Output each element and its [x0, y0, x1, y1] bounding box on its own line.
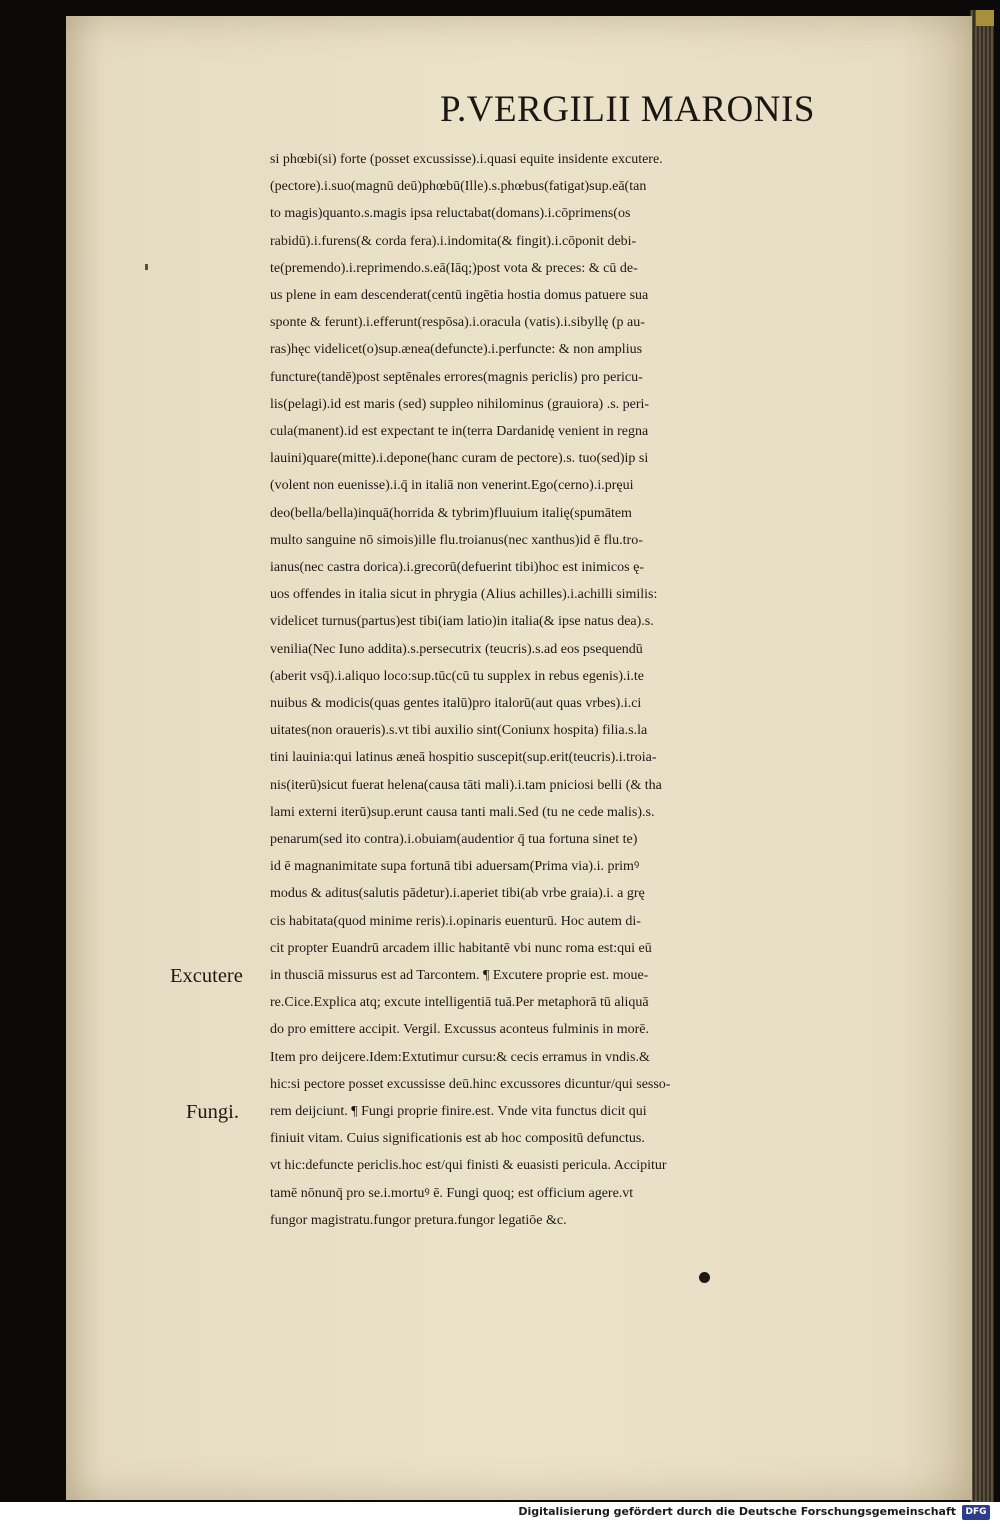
- text-line: hic:si pectore posset excussisse deū.hinc excussores dicuntur/qui sesso-: [270, 1076, 671, 1092]
- text-line: sponte & ferunt).i.efferunt(respōsa).i.oracula (vatis).i.sibyllę (p au-: [270, 315, 645, 331]
- text-line: Item pro deijcere.Idem:Extutimur cursu:& cecis erramus in vndis.&: [270, 1049, 650, 1065]
- margin-mark: [145, 264, 148, 270]
- text-line: videlicet turnus(partus)est tibi(iam latio)in italia(& ipse natus dea).s.: [270, 614, 654, 630]
- dfg-logo: DFG: [962, 1505, 990, 1520]
- text-line: lis(pelagi).id est maris (sed) suppleo nihilominus (grauiora) .s. peri-: [270, 396, 650, 412]
- text-line: vt hic:defuncte periclis.hoc est/qui finisti & euasisti pericula. Accipitur: [270, 1158, 667, 1174]
- text-line: cula(manent).id est expectant te in(terra Dardanidę venient in regna: [270, 424, 649, 439]
- text-line: ianus(nec castra dorica).i.grecorū(defuerint tibi)hoc est inimicos ę-: [270, 560, 644, 575]
- text-line: cis habitata(quod minime reris).i.opinaris euenturū. Hoc autem di-: [270, 913, 641, 929]
- text-line: uos offendes in italia sicut in phrygia (Alius achilles).i.achilli similis:: [270, 587, 658, 603]
- text-line: fungor magistratu.fungor pretura.fungor legatiōe &c.: [270, 1212, 567, 1228]
- page-edge-stack: [970, 10, 994, 1502]
- text-line: do pro emittere accipit. Vergil. Excussus aconteus fulminis in morē.: [270, 1022, 649, 1038]
- text-line: to magis)quanto.s.magis ipsa reluctabat(domans).i.cōprimens(os: [270, 206, 631, 222]
- text-line: finiuit vitam. Cuius significationis est ab hoc compositū defunctus.: [270, 1131, 645, 1147]
- text-line: id ē magnanimitate supa fortunā tibi aduersam(Prima via).i. primꝰ: [270, 859, 640, 875]
- text-line: re.Cice.Explica atq; excute intelligentiā tuā.Per metaphorā tū aliquā: [270, 995, 649, 1011]
- text-line: tini lauinia:qui latinus æneā hospitio suscepit(sup.erit(teucris).i.troia-: [270, 750, 657, 766]
- text-line: rem deijciunt. ¶ Fungi proprie finire.est. Vnde vita functus dicit qui: [270, 1104, 647, 1119]
- text-line: venilia(Nec Iuno addita).s.persecutrix (teucris).s.ad eos psequendū: [270, 641, 643, 657]
- text-line: (aberit vsq̄).i.aliquo loco:sup.tūc(cū tu supplex in rebus egenis).i.te: [270, 668, 645, 684]
- text-line: deo(bella/bella)inquā(horrida & tybrim)fluuium italię(spumātem: [270, 505, 632, 521]
- text-line: nis(iterū)sicut fuerat helena(causa tāti mali).i.tam pniciosi belli (& tha: [270, 777, 662, 793]
- text-line: modus & aditus(salutis pādetur).i.aperiet tibi(ab vrbe graia).i. a grę: [270, 886, 645, 902]
- text-line: penarum(sed ito contra).i.obuiam(audentior q̄ tua fortuna sinet te): [270, 832, 638, 847]
- text-line: functure(tandē)post septēnales errores(magnis periclis) pro pericu-: [270, 369, 643, 385]
- text-line: us plene in eam descenderat(centū ingētia hostia domus patuere sua: [270, 288, 649, 303]
- text-line: ras)hęc videlicet(o)sup.ænea(defuncte).i.perfuncte: & non amplius: [270, 342, 643, 358]
- text-line: nuibus & modicis(quas gentes italū)pro italorū(aut quas vrbes).i.ci: [270, 696, 642, 711]
- text-line: in thusciā missurus est ad Tarcontem. ¶ Excutere proprie est. moue-: [270, 968, 649, 983]
- text-line: lauini)quare(mitte).i.depone(hanc curam de pectore).s. tuo(sed)ip si: [270, 451, 649, 467]
- page-edge-tab: [976, 10, 994, 26]
- margin-note: Excutere: [170, 965, 243, 987]
- text-line: multo sanguine nō simois)ille flu.troianus(nec xanthus)id ē flu.tro-: [270, 532, 643, 548]
- running-head: P.VERGILII MARONIS: [440, 89, 815, 130]
- text-line: (volent non euenisse).i.q̄ in italiā non venerint.Ego(cerno).i.pręui: [270, 478, 634, 494]
- funding-credit: Digitalisierung gefördert durch die Deutsche Forschungsgemeinschaft: [518, 1505, 956, 1518]
- text-line: uitates(non oraueris).s.vt tibi auxilio sint(Coniunx hospita) filia.s.la: [270, 723, 648, 739]
- text-line: tamē nōnunq̄ pro se.i.mortuꝰ ē. Fungi quoq; est officium agere.vt: [270, 1185, 634, 1201]
- margin-note: Fungi.: [186, 1101, 239, 1123]
- text-line: cit propter Euandrū arcadem illic habitantē vbi nunc roma est:qui eū: [270, 940, 652, 956]
- text-line: te(premendo).i.reprimendo.s.eā(Iāq;)post vota & preces: & cū de-: [270, 260, 638, 276]
- digitization-footer: [0, 1502, 1000, 1524]
- text-line: (pectore).i.suo(magnū deū)phœbū(Ille).s.phœbus(fatigat)sup.eā(tan: [270, 179, 647, 195]
- end-of-text-mark: [699, 1272, 710, 1283]
- text-line: lami externi iterū)sup.erunt causa tanti mali.Sed (tu ne cede malis).s.: [270, 804, 655, 820]
- text-line: si phœbi(si) forte (posset excussisse).i.quasi equite insidente excutere.: [270, 152, 663, 167]
- text-line: rabidū).i.furens(& corda fera).i.indomita(& fingit).i.cōponit debi-: [270, 233, 637, 249]
